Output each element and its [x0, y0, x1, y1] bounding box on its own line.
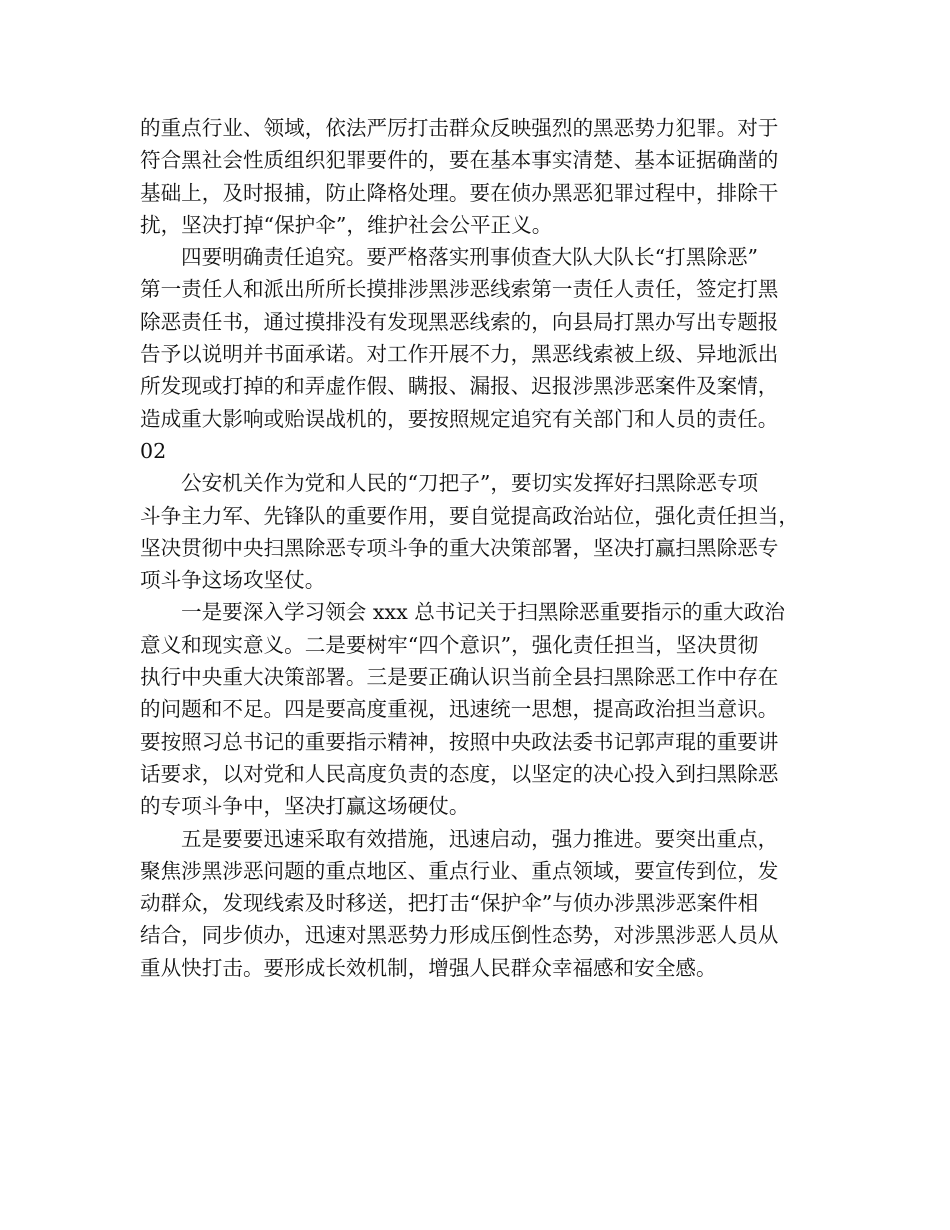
text-line: 意义和现实意义。二是要树牢“四个意识”，强化责任担当，坚决贯彻 [140, 632, 759, 657]
text-line: 四要明确责任追究。要严格落实刑事侦查大队大队长“打黑除恶” [181, 245, 759, 270]
text-line: 第一责任人和派出所所长摸排涉黑涉恶线索第一责任人责任，签定打黑 [140, 277, 779, 302]
text-line: 公安机关作为党和人民的“刀把子”，要切实发挥好扫黑除恶专项 [181, 471, 759, 496]
text-line: 所发现或打掉的和弄虚作假、瞒报、漏报、迟报涉黑涉恶案件及案情， [140, 374, 779, 399]
text-line: 五是要要迅速采取有效措施，迅速启动，强力推进。要突出重点， [181, 826, 779, 851]
text-line: 动群众，发现线索及时移送，把打击“保护伞”与侦办涉黑涉恶案件相 [140, 891, 759, 916]
text-line: 斗争主力军、先锋队的重要作用，要自觉提高政治站位，强化责任担当， [140, 503, 799, 528]
text-line: 的重点行业、领域，依法严厉打击群众反映强烈的黑恶势力犯罪。对于 [140, 116, 779, 140]
text-line: 执行中央重大决策部署。三是要正确认识当前全县扫黑除恶工作中存在 [140, 665, 779, 690]
text-line: 话要求，以对党和人民高度负责的态度，以坚定的决心投入到扫黑除恶 [140, 761, 779, 786]
text-line: 扰，坚决打掉“保护伞”，维护社会公平正义。 [140, 212, 553, 237]
text-line: 重从快打击。要形成长效机制，增强人民群众幸福感和安全感。 [140, 955, 717, 980]
text-line: 的专项斗争中，坚决打赢这场硬仗。 [140, 794, 470, 819]
text-line: 项斗争这场攻坚仗。 [140, 568, 326, 593]
text-line: 02 [140, 438, 167, 463]
text-line: 结合，同步侦办，迅速对黑恶势力形成压倒性态势，对涉黑涉恶人员从 [140, 923, 779, 948]
text-line: 聚焦涉黑涉恶问题的重点地区、重点行业、重点领域，要宣传到位，发 [140, 858, 779, 883]
document-body [140, 112, 840, 984]
text-line: 符合黑社会性质组织犯罪要件的，要在基本事实清楚、基本证据确凿的 [140, 148, 779, 173]
text-line: 坚决贯彻中央扫黑除恶专项斗争的重大决策部署，坚决打赢扫黑除恶专 [140, 535, 779, 560]
text-line: 一是要深入学习领会 xxx 总书记关于扫黑除恶重要指示的重大政治 [181, 600, 785, 625]
text-line: 告予以说明并书面承诺。对工作开展不力，黑恶线索被上级、异地派出 [140, 342, 779, 367]
text-line: 除恶责任书，通过摸排没有发现黑恶线索的，向县局打黑办写出专题报 [140, 309, 779, 334]
text-line: 基础上，及时报捕，防止降格处理。要在侦办黑恶犯罪过程中，排除干 [140, 180, 779, 205]
text-line: 造成重大影响或贻误战机的，要按照规定追究有关部门和人员的责任。 [140, 406, 779, 431]
text-line: 的问题和不足。四是要高度重视，迅速统一思想，提高政治担当意识。 [140, 697, 779, 722]
text-line: 要按照习总书记的重要指示精神，按照中央政法委书记郭声琨的重要讲 [140, 729, 779, 754]
